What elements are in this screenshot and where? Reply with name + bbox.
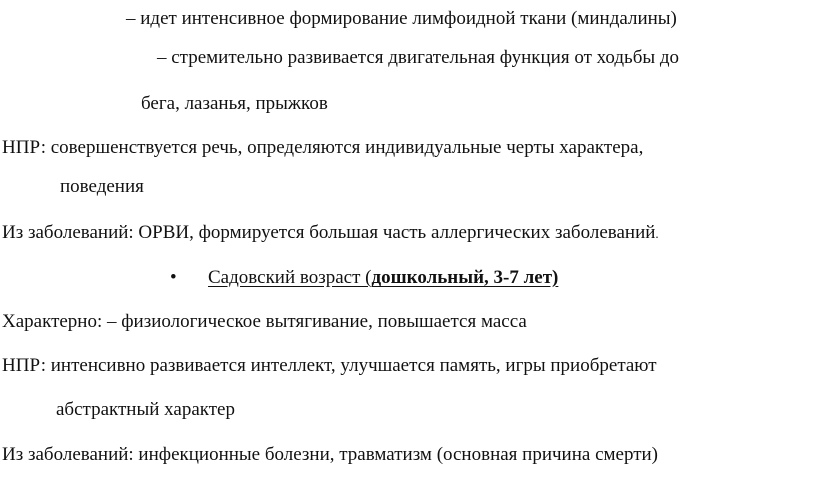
text-line-characteristic: Характерно: – физиологическое вытягивание, повышается масса bbox=[2, 311, 527, 332]
text-line-abstract: абстрактный характер bbox=[56, 399, 235, 420]
bullet-icon: • bbox=[170, 267, 177, 288]
text-line-npr-speech: НПР: совершенствуется речь, определяются индивидуальные черты характера, bbox=[2, 137, 644, 158]
text-line-motor-continued: бега, лазанья, прыжков bbox=[141, 93, 328, 114]
heading-prefix: Садовский возраст ( bbox=[208, 267, 372, 288]
text-line-diseases-infection: Из заболеваний: инфекционные болезни, травматизм (основная причина смерти) bbox=[2, 444, 659, 465]
heading-text bbox=[208, 267, 558, 288]
text-line-npr-intellect: НПР: интенсивно развивается интеллект, улучшается память, игры приобретают bbox=[2, 355, 657, 376]
text-line-diseases-arvi bbox=[2, 223, 659, 242]
text-line-behavior: поведения bbox=[60, 176, 144, 197]
heading-bold-part: дошкольный, 3-7 лет) bbox=[371, 267, 559, 288]
text-line-lymphoid: – идет интенсивное формирование лимфоидной ткани (миндалины) bbox=[126, 8, 677, 29]
text-line-motor-function: – стремительно развивается двигательная функция от ходьбы до bbox=[157, 47, 680, 68]
diseases-arvi-text: Из заболеваний: ОРВИ, формируется большая часть аллергических заболеваний bbox=[2, 222, 656, 243]
section-heading-preschool bbox=[170, 268, 558, 287]
diseases-arvi-period: . bbox=[655, 226, 659, 241]
